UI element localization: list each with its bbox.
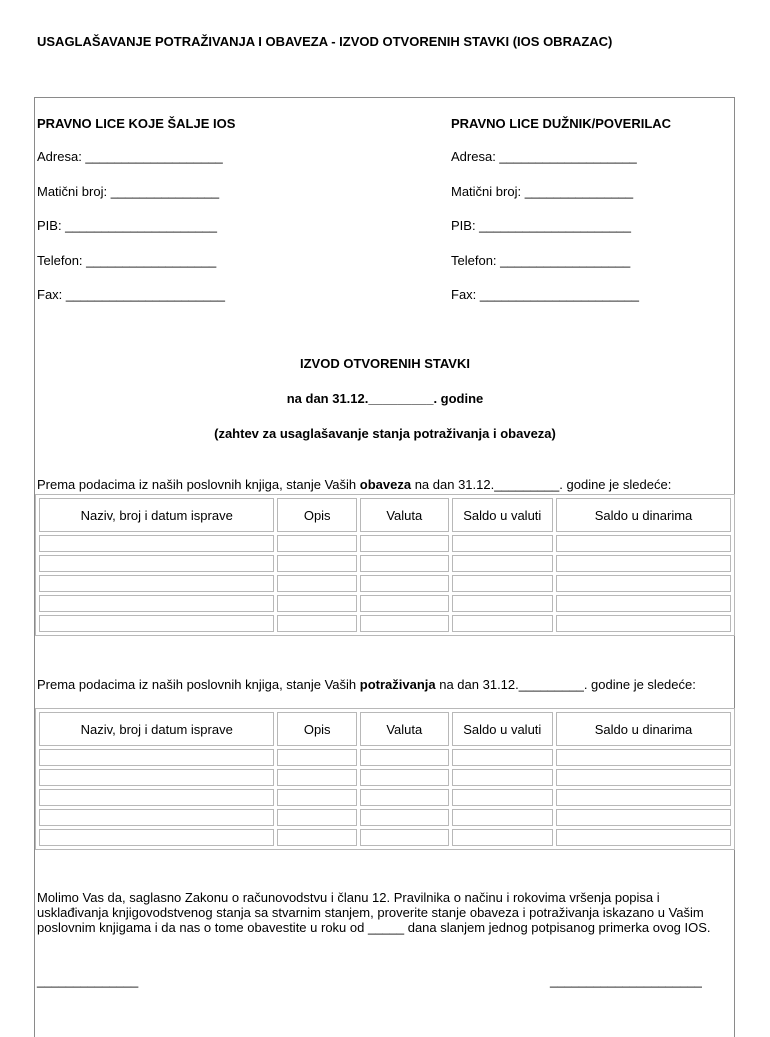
table-cell[interactable] [360,595,449,612]
table-row [39,789,731,806]
table-cell[interactable] [39,789,274,806]
table-row [39,595,731,612]
obligations-table [35,494,735,636]
table-cell[interactable] [452,749,553,766]
table-cell[interactable] [277,595,357,612]
table-cell[interactable] [277,829,357,846]
table-cell[interactable] [39,769,274,786]
table-cell[interactable] [556,535,731,552]
table-cell[interactable] [39,575,274,592]
table-cell[interactable] [556,789,731,806]
table-cell[interactable] [39,829,274,846]
table-cell[interactable] [277,535,357,552]
table-cell[interactable] [277,575,357,592]
obligations-table-header [39,498,731,532]
claims-intro [37,677,732,692]
table-cell[interactable] [360,749,449,766]
table-cell[interactable] [452,615,553,632]
column-header: Saldo u valuti [452,712,553,746]
left-party-heading: PRAVNO LICE KOJE ŠALJE IOS [37,116,236,131]
statement-subtitle: (zahtev za usaglašavanje stanja potraživanja i obaveza) [214,426,556,441]
obligations-intro-pre: Prema podacima iz naših poslovnih knjiga, stanje Vaših [37,477,360,492]
table-cell[interactable] [452,595,553,612]
column-header: Naziv, broj i datum isprave [39,498,274,532]
table-row [39,615,731,632]
table-cell[interactable] [39,535,274,552]
column-header: Opis [277,498,357,532]
table-cell[interactable] [277,809,357,826]
claims-table-header [39,712,731,746]
table-cell[interactable] [39,749,274,766]
table-cell[interactable] [39,595,274,612]
closing-paragraph: Molimo Vas da, saglasno Zakonu o računovodstvu i članu 12. Pravilnika o načinu i rokovima vršenja popisa i usklađivanja knjigovodstvenog stanja sa stvarnim stanjem, proverite stanje obaveza i potraživanja iskazano u Vašim poslovnim knjigama i da nas o tome obavestite u roku od _____ dana slanjem jednog potpisanog primerka ovog IOS. [37,890,711,935]
table-cell[interactable] [360,615,449,632]
table-cell[interactable] [277,749,357,766]
obligations-intro [37,477,671,492]
table-cell[interactable] [452,535,553,552]
signature-line-left[interactable]: ______________ [37,973,139,988]
column-header: Saldo u valuti [452,498,553,532]
right-pib-field[interactable]: PIB: _____________________ [451,218,632,233]
table-cell[interactable] [452,789,553,806]
table-row [39,809,731,826]
table-cell[interactable] [556,829,731,846]
right-phone-field[interactable]: Telefon: __________________ [451,253,631,268]
column-header: Opis [277,712,357,746]
document-title: USAGLAŠAVANJE POTRAŽIVANJA I OBAVEZA - IZVOD OTVORENIH STAVKI (IOS OBRAZAC) [37,34,613,49]
claims-intro-post: na dan 31.12._________. godine je sledeće: [435,677,696,692]
table-cell[interactable] [452,555,553,572]
claims-intro-bold: potraživanja [359,677,436,692]
table-cell[interactable] [452,829,553,846]
table-cell[interactable] [39,615,274,632]
table-cell[interactable] [360,535,449,552]
column-header: Saldo u dinarima [556,712,731,746]
table-cell[interactable] [277,615,357,632]
table-cell[interactable] [360,789,449,806]
table-cell[interactable] [360,829,449,846]
left-reg-no-field[interactable]: Matični broj: _______________ [37,184,220,199]
statement-date-line[interactable]: na dan 31.12._________. godine [286,391,484,406]
table-cell[interactable] [556,595,731,612]
claims-intro-pre: Prema podacima iz naših poslovnih knjiga, stanje Vaših [37,677,360,692]
left-address-field[interactable]: Adresa: ___________________ [37,149,223,164]
left-phone-field[interactable]: Telefon: __________________ [37,253,217,268]
table-cell[interactable] [556,615,731,632]
table-cell[interactable] [452,769,553,786]
table-cell[interactable] [277,555,357,572]
table-row [39,829,731,846]
left-fax-field[interactable]: Fax: ______________________ [37,287,225,302]
table-cell[interactable] [452,809,553,826]
table-cell[interactable] [556,769,731,786]
table-cell[interactable] [556,575,731,592]
column-header: Valuta [360,712,449,746]
table-cell[interactable] [277,789,357,806]
left-pib-field[interactable]: PIB: _____________________ [37,218,218,233]
table-cell[interactable] [39,809,274,826]
table-cell[interactable] [556,809,731,826]
table-row [39,749,731,766]
obligations-intro-post: na dan 31.12._________. godine je sledeće: [411,477,672,492]
table-cell[interactable] [360,809,449,826]
table-cell[interactable] [556,555,731,572]
right-address-field[interactable]: Adresa: ___________________ [451,149,637,164]
table-cell[interactable] [277,769,357,786]
claims-table [35,708,735,850]
table-cell[interactable] [556,749,731,766]
right-party-heading: PRAVNO LICE DUŽNIK/POVERILAC [451,116,672,131]
table-row [39,555,731,572]
right-reg-no-field[interactable]: Matični broj: _______________ [451,184,634,199]
table-row [39,575,731,592]
table-row [39,769,731,786]
statement-title: IZVOD OTVORENIH STAVKI [300,356,470,371]
column-header: Naziv, broj i datum isprave [39,712,274,746]
table-cell[interactable] [360,555,449,572]
table-cell[interactable] [360,769,449,786]
table-cell[interactable] [360,575,449,592]
column-header: Valuta [360,498,449,532]
table-cell[interactable] [452,575,553,592]
obligations-intro-bold: obaveza [359,477,412,492]
table-row [39,535,731,552]
right-fax-field[interactable]: Fax: ______________________ [451,287,639,302]
column-header: Saldo u dinarima [556,498,731,532]
signature-line-right[interactable]: _____________________ [550,973,702,988]
table-cell[interactable] [39,555,274,572]
